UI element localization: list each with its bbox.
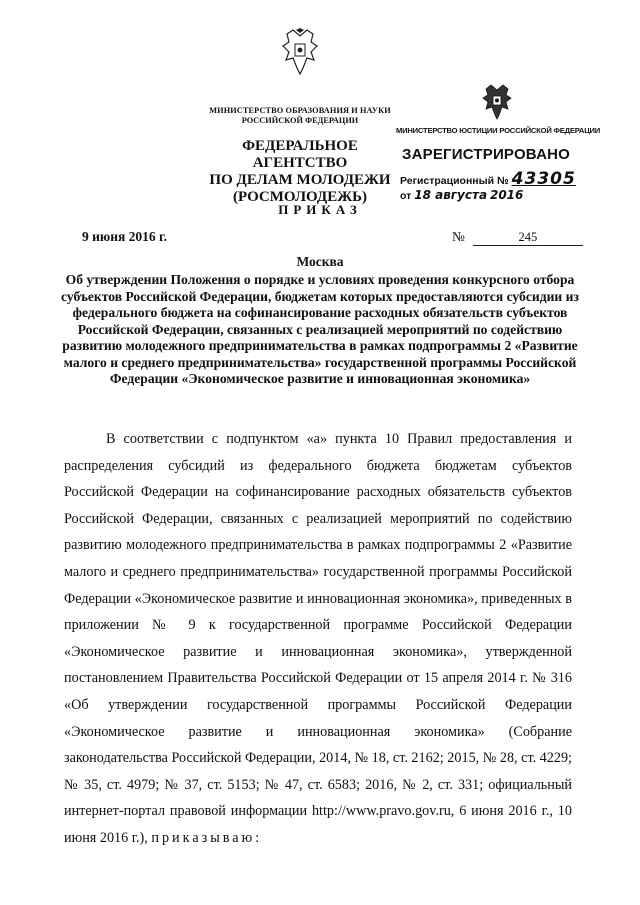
ministry-country: РОССИЙСКОЙ ФЕДЕРАЦИИ	[241, 116, 359, 125]
issuing-organization	[196, 106, 404, 206]
stamp-number-handwritten: 43305	[511, 169, 576, 189]
agency-name	[196, 138, 404, 206]
agency-line-1: ФЕДЕРАЛЬНОЕ АГЕНТСТВО	[242, 138, 358, 171]
agency-line-3: (РОСМОЛОДЕЖЬ)	[233, 189, 367, 205]
body-closing: приказываю:	[151, 829, 263, 846]
coat-of-arms-icon	[482, 84, 512, 120]
stamp-number-label: Регистрационный №	[400, 175, 509, 187]
stamp-date-handwritten: 18 августа	[414, 188, 488, 202]
stamp-registered: ЗАРЕГИСТРИРОВАНО	[402, 146, 571, 163]
document-type: ПРИКАЗ	[278, 202, 362, 217]
order-number-label: №	[452, 229, 465, 244]
ministry-name: МИНИСТЕРСТВО ОБРАЗОВАНИЯ И НАУКИ	[209, 106, 391, 115]
stamp-date-prefix: от	[400, 190, 412, 202]
order-date: 9 июня 2016 г.	[82, 229, 168, 244]
order-number-row	[452, 229, 583, 246]
stamp-number-row	[400, 169, 596, 189]
stamp-date-row	[400, 188, 596, 202]
registration-stamp	[396, 80, 601, 202]
order-number: 245	[473, 230, 583, 246]
document-title: Об утверждении Положения о порядке и условиях проведения конкурсного отбора субъектов Российской Федерации, бюджетам которых предоставляются субсидии из федерального бюджета на софинансирование расходных обязательств субъектов Российской Федерации, связанных с реализацией мероприятий по содействию развитию молодежного предпринимательства в рамках подпрограммы 2 «Развитие малого и среднего предпринимательства» государственной программы Российской Федерации «Экономическое развитие и инновационная экономика»	[61, 272, 579, 386]
document-body	[64, 426, 572, 852]
body-paragraph	[64, 426, 572, 852]
agency-line-2: ПО ДЕЛАМ МОЛОДЕЖИ	[209, 172, 391, 188]
stamp-date-year: 2016	[489, 188, 524, 202]
body-text: В соответствии с подпунктом «а» пункта 10 Правил предоставления и распределения субсидий из федерального бюджета бюджетам субъектов Российской Федерации на софинансирование расходных обязательств субъектов Российской Федерации, связанных с реализацией мероприятий по содействию развитию молодежного предпринимательства в рамках подпрограммы 2 «Развитие малого и среднего предпринимательства» государственной программы Российской Федерации «Экономическое развитие и инновационная экономика», приведенных в приложении № 9 к государственной программе Российской Федерации «Экономическое развитие и инновационная экономика», утвержденной постановлением Правительства Российской Федерации от 15 апреля 2014 г. № 316 «Об утверждении государственной программы Российской Федерации «Экономическое развитие и инновационная экономика» (Собрание законодательства Российской Федерации, 2014, № 18, ст. 2162; 2015, № 28, ст. 4229; № 35, ст. 4979; № 37, ст. 5153; № 47, ст. 6583; 2016, № 2, ст. 331; официальный интернет-портал правовой информации http://www.pravo.gov.ru, 6 июня 2016 г., 10 июня 2016 г.),	[64, 431, 572, 846]
city: Москва	[296, 254, 344, 269]
stamp-ministry: МИНИСТЕРСТВО ЮСТИЦИИ РОССИЙСКОЙ ФЕДЕРАЦИИ	[396, 126, 601, 135]
coat-of-arms-icon	[281, 28, 319, 76]
